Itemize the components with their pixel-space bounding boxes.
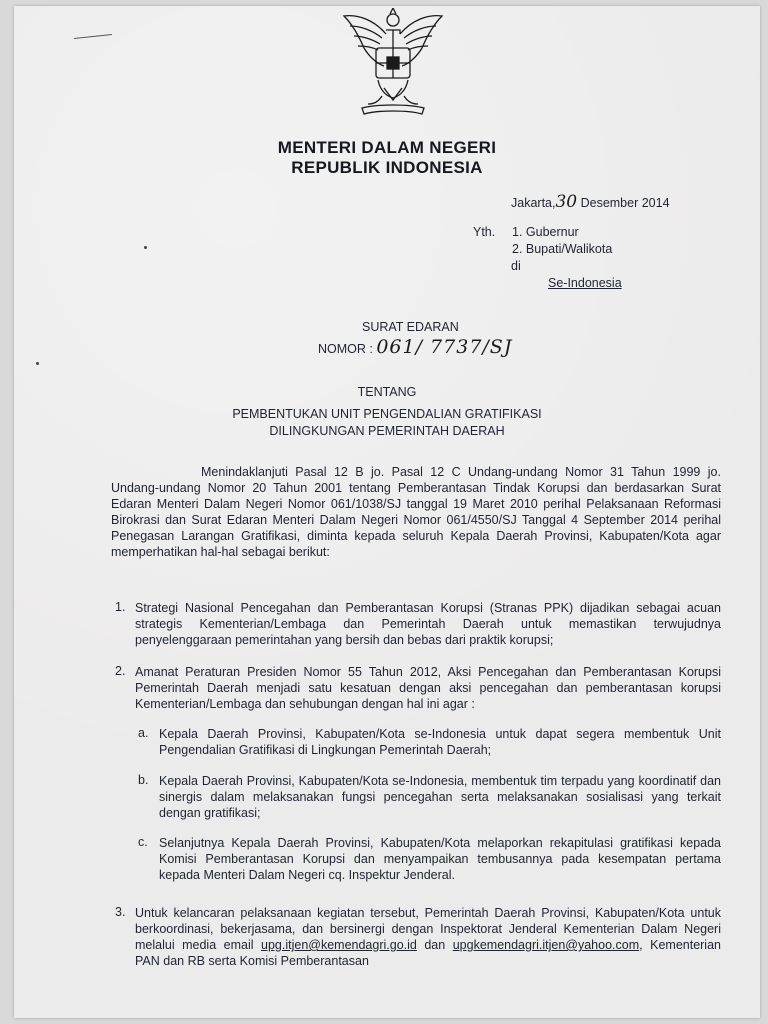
garuda-emblem-icon xyxy=(338,8,448,120)
item-3-text-a: Untuk kelancaran pelaksanaan kegiatan tersebut, Pemerintah Daerah Provinsi, Kabupaten/Kota untuk berkoordinasi, bekerjasama, dan bersinergi dengan Inspektorat Jenderal Kementerian Dalam Negeri melalui media email xyxy=(135,906,721,952)
item-2-number: 2. xyxy=(115,664,126,678)
letter-type: SURAT EDARAN xyxy=(362,320,459,334)
email-link-2[interactable]: upgkemendagri.itjen@yahoo.com xyxy=(452,938,640,952)
subject-line-1: PEMBENTUKAN UNIT PENGENDALIAN GRATIFIKASI xyxy=(232,407,542,421)
subitem-b-text: Kepala Daerah Provinsi, Kabupaten/Kota se-Indonesia, membentuk tim terpadu yang koordinatif dan sinergis dalam melaksanakan fungsi pencegahan serta melaksanakan sosialisasi yang terkait dengan gratifikasi; xyxy=(159,774,721,820)
recipient-item-1: 1. Gubernur xyxy=(512,225,579,239)
scan-speck xyxy=(144,246,147,249)
nomor-line xyxy=(318,336,512,358)
item-1-text: Strategi Nasional Pencegahan dan Pemberantasan Korupsi (Stranas PPK) dijadikan sebagai acuan strategis Kementerian/Lembaga dan Pemerintah Daerah untuk memastikan terwujudnya penyelenggaraan pemerintahan yang bersih dan bebas dari praktik korupsi; xyxy=(135,601,721,647)
republic-title: REPUBLIK INDONESIA xyxy=(291,158,483,177)
document-page xyxy=(14,6,760,1018)
nomor-label: NOMOR : xyxy=(318,342,373,356)
recipient-di: di xyxy=(511,259,521,273)
recipient-yth: Yth. xyxy=(473,225,496,239)
ministry-title: MENTERI DALAM NEGERI xyxy=(277,138,497,157)
item-3-number: 3. xyxy=(115,905,126,919)
nomor-value: 061/ 7737/SJ xyxy=(376,336,513,358)
email-link-1[interactable]: upg.itjen@kemendagri.go.id xyxy=(261,938,417,952)
item-3-text-c: , Kementerian PAN dan RB serta Komisi Pemberantasan xyxy=(135,938,721,968)
intro-paragraph xyxy=(111,464,721,560)
date-day: 30 xyxy=(555,192,578,212)
recipient-item-2: 2. Bupati/Walikota xyxy=(512,242,613,256)
item-2-text: Amanat Peraturan Presiden Nomor 55 Tahun 2012, Aksi Pencegahan dan Pemberantasan Korupsi Pemerintah Daerah menjadi satu kesatuan dengan aksi pencegahan dan pemberantasan korupsi Kementerian/Lembaga dan sehubungan dengan hal ini agar : xyxy=(135,665,721,711)
pen-mark xyxy=(74,34,112,39)
subitem-a-letter: a. xyxy=(138,726,149,740)
subitem-c-text: Selanjutnya Kepala Daerah Provinsi, Kabupaten/Kota melaporkan rekapitulasi gratifikasi kepada Komisi Pemberantasan Korupsi dan menyampaikan tembusannya pada kesempatan pertama kepada Menteri Dalam Negeri cq. Inspektur Jenderal. xyxy=(159,836,721,882)
item-3-text-b: dan xyxy=(416,938,453,952)
date-place: Jakarta, xyxy=(511,196,556,210)
recipient-location: Se-Indonesia xyxy=(548,276,622,290)
date-line xyxy=(511,192,670,212)
subitem-c-letter: c. xyxy=(138,835,148,849)
tentang-heading: TENTANG xyxy=(357,385,417,399)
subitem-a-text: Kepala Daerah Provinsi, Kabupaten/Kota se-Indonesia untuk dapat segera membentuk Unit Pengendalian Gratifikasi di Lingkungan Pemerintah Daerah; xyxy=(159,727,721,757)
date-month-year: Desember 2014 xyxy=(580,196,670,210)
item-1-number: 1. xyxy=(115,600,126,614)
intro-text: Menindaklanjuti Pasal 12 B jo. Pasal 12 C Undang-undang Nomor 31 Tahun 1999 jo. Undang-undang Nomor 20 Tahun 2001 tentang Pemberantasan Tindak Korupsi dan berdasarkan Surat Edaran Menteri Dalam Negeri Nomor 061/1038/SJ tanggal 19 Maret 2010 perihal Pelaksanaan Reformasi Birokrasi dan Surat Edaran Menteri Dalam Negeri Nomor 061/4550/SJ Tanggal 4 September 2014 perihal Penegasan Larangan Gratifikasi, diminta kepada seluruh Kepala Daerah Provinsi, Kabupaten/Kota agar memperhatikan hal-hal sebagai berikut: xyxy=(111,465,721,559)
item-3-text xyxy=(135,905,721,969)
scan-speck xyxy=(36,362,39,365)
subject-line-2: DILINGKUNGAN PEMERINTAH DAERAH xyxy=(269,424,505,438)
subitem-b-letter: b. xyxy=(138,773,149,787)
